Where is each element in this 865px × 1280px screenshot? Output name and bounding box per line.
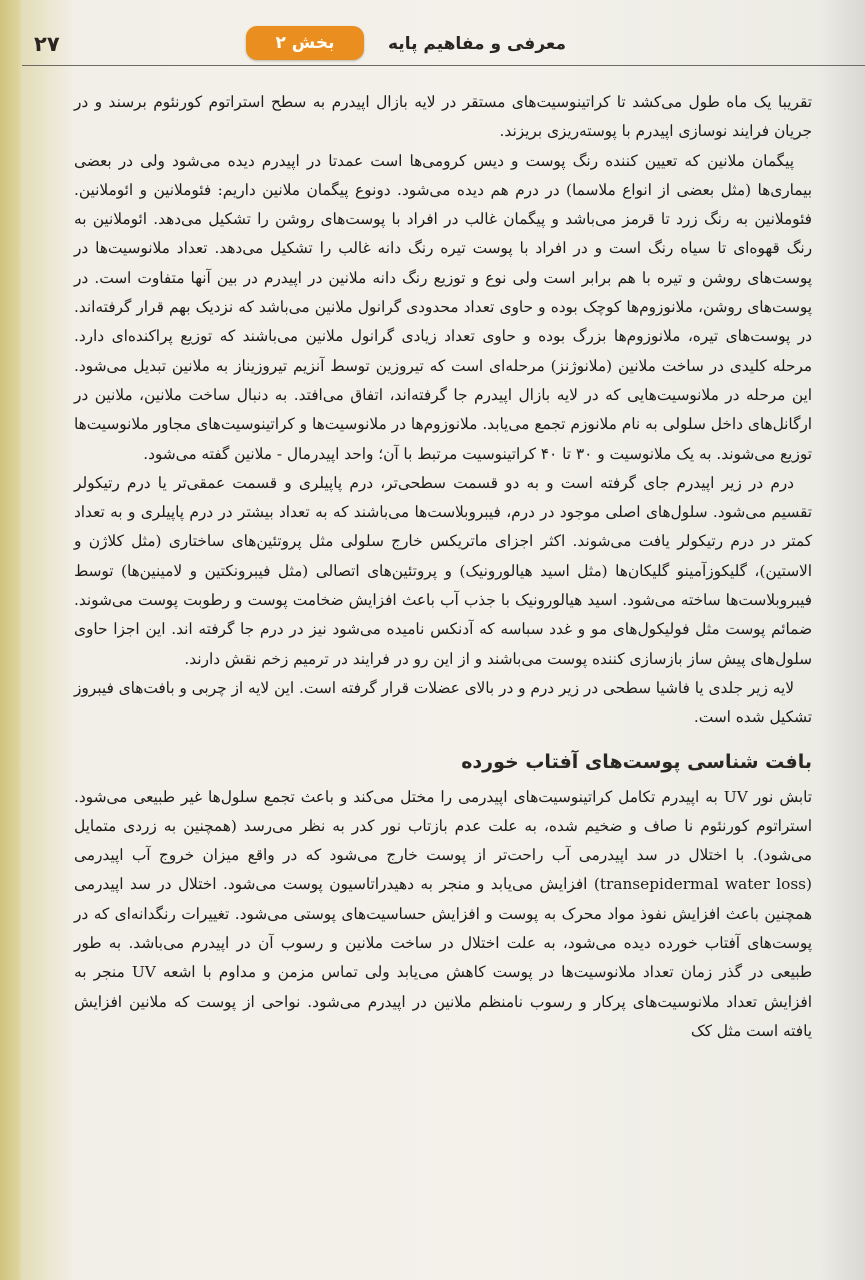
page-header xyxy=(0,22,865,66)
paragraph-sun-damaged-skin: تابش نور UV به اپیدرم تکامل کراتینوسیت‌های اپیدرمی را مختل می‌کند و باعث تجمع سلول‌ها غیر طبیعی می‌شود. استراتوم کورنئوم نا صاف و ضخیم شده، به علت عدم بازتاب نور کدر به نظر می‌رسد (همچنین به زردی متمایل می‌شود). با اختلال در سد اپیدرمی آب راحت‌تر از پوست خارج می‌شود که در واقع میزان خروج آب اپیدرمی (transepidermal water loss) افزایش می‌یابد و منجر به دهیدراتاسیون پوست می‌شود. اختلال در سد اپیدرمی همچنین باعث افزایش نفوذ مواد محرک به پوست و افزایش حساسیت‌های پوستی می‌شود. تغییرات رنگدانه‌ای که در پوست‌های آفتاب خورده دیده می‌شود، به علت اختلال در ساخت ملانین و رسوب آن در اپیدرم می‌باشد. به طور طبیعی در گذر زمان تعداد ملانوسیت‌ها در پوست کاهش می‌یابد ولی تماس مزمن و مداوم با اشعه UV منجر به افزایش تعداد ملانوسیت‌های پرکار و رسوب نامنظم ملانین در اپیدرم می‌شود. نواحی از پوست که ملانین افزایش یافته است مثل کک xyxy=(74,787,813,1040)
paragraph-subcutaneous: لایه زیر جلدی یا فاشیا سطحی در زیر درم و در بالای عضلات قرار گرفته است. این لایه از چربی و بافت‌های فیبروز تشکیل شده است. xyxy=(74,678,812,727)
chapter-title: معرفی و مفاهیم پایه xyxy=(388,34,567,54)
chapter-label: بخش ۲ xyxy=(275,33,335,53)
chapter-badge xyxy=(246,26,364,60)
paragraph-dermis: درم در زیر اپیدرم جای گرفته است و به دو قسمت سطحی‌تر، درم پاپیلری و قسمت عمقی‌تر یا درم رتیکولر تقسیم می‌شود. سلول‌های اصلی موجود در درم، فیبروبلاست‌ها می‌باشند که به تعداد بیشتر در درم پاپیلری و به تعداد کمتر در درم رتیکولر یافت می‌شوند. اکثر اجزای ماتریکس خارج سلولی مثل پروتئین‌های ساختاری (مثل کلاژن و الاستین)، گلیکوزآمینو گلیکان‌ها (مثل اسید هیالورونیک) و پروتئین‌های اتصالی (مثل فیبرونکتین و لامینین‌ها) توسط فیبروبلاست‌ها ساخته می‌شود. اسید هیالورونیک با جذب آب باعث افزایش ضخامت پوست و رطوبت پوست می‌شوند. ضمائم پوست مثل فولیکول‌های مو و غدد سباسه که آدنکس نامیده می‌شود نیز در درم جا گرفته اند. این اجزا حاوی سلول‌های پیش ساز بازسازی کننده پوست می‌باشند و از این رو در فرایند در ترمیم زخم نقش دارند. xyxy=(74,473,812,668)
page-body xyxy=(74,88,812,1046)
paragraph-epidermis-renewal: تقریبا یک ماه طول می‌کشد تا کراتینوسیت‌های مستقر در لایه بازال اپیدرم به سطح استراتوم کورنئوم برسند و در جریان فرایند نوسازی اپیدرم با پوسته‌ریزی بریزند. xyxy=(74,93,812,141)
section-heading: بافت شناسی پوست‌های آفتاب خورده xyxy=(461,750,812,773)
header-divider xyxy=(22,65,865,66)
page-number: ۲۷ xyxy=(34,32,60,56)
book-spine-shadow xyxy=(0,0,22,1280)
paragraph-melanin-pigment: پیگمان ملانین که تعیین کننده رنگ پوست و دیس کرومی‌ها است عمدتا در اپیدرم دیده می‌شود ولی در بعضی بیماری‌ها (مثل بعضی از انواع ملاسما) در درم هم دیده می‌شود. دونوع پیگمان ملانین داریم: فئوملانین و ائوملانین. فئوملانین به رنگ زرد تا قرمز می‌باشد و پیگمان غالب در افراد با پوست‌های روشن را تشکیل می‌دهد. ائوملانین به رنگ قهوه‌ای تا سیاه رنگ است و در افراد با پوست تیره رنگ دانه غالب را تشکیل می‌دهد. تعداد ملانوسیت‌ها در پوست‌های روشن و تیره با هم برابر است ولی نوع و توزیع رنگ دانه ملانین در اپیدرم در بین آنها متفاوت است. در پوست‌های روشن، ملانوزوم‌ها کوچک بوده و حاوی تعداد محدودی گرانول ملانین می‌باشد که نزدیک بهم قرار گرفته‌اند. در پوست‌های تیره، ملانوزوم‌ها بزرگ بوده و حاوی تعداد زیادی گرانول ملانین می‌باشند که توزیع پراکنده‌ای دارد. مرحله کلیدی در ساخت ملانین (ملانوژنز) مرحله‌ای است که تیروزین توسط آنزیم تیروزیناز به ملانین تبدیل می‌شود. این مرحله در ملانوسیت‌هایی که در لایه بازال اپیدرم جا گرفته‌اند، اتفاق می‌افتد. به دنبال ساخت ملانین، ملانین در ارگانل‌های داخل سلولی به نام ملانوزم تجمع می‌یابد. ملانوزوم‌ها در ملانوسیت‌ها و کراتینوسیت‌های مجاور ملانوسیت‌ها توزیع می‌شوند. به یک ملانوسیت و ۳۰ تا ۴۰ کراتینوسیت مرتبط با آن؛ واحد اپیدرمال - ملانین گفته می‌شود. xyxy=(74,151,812,463)
